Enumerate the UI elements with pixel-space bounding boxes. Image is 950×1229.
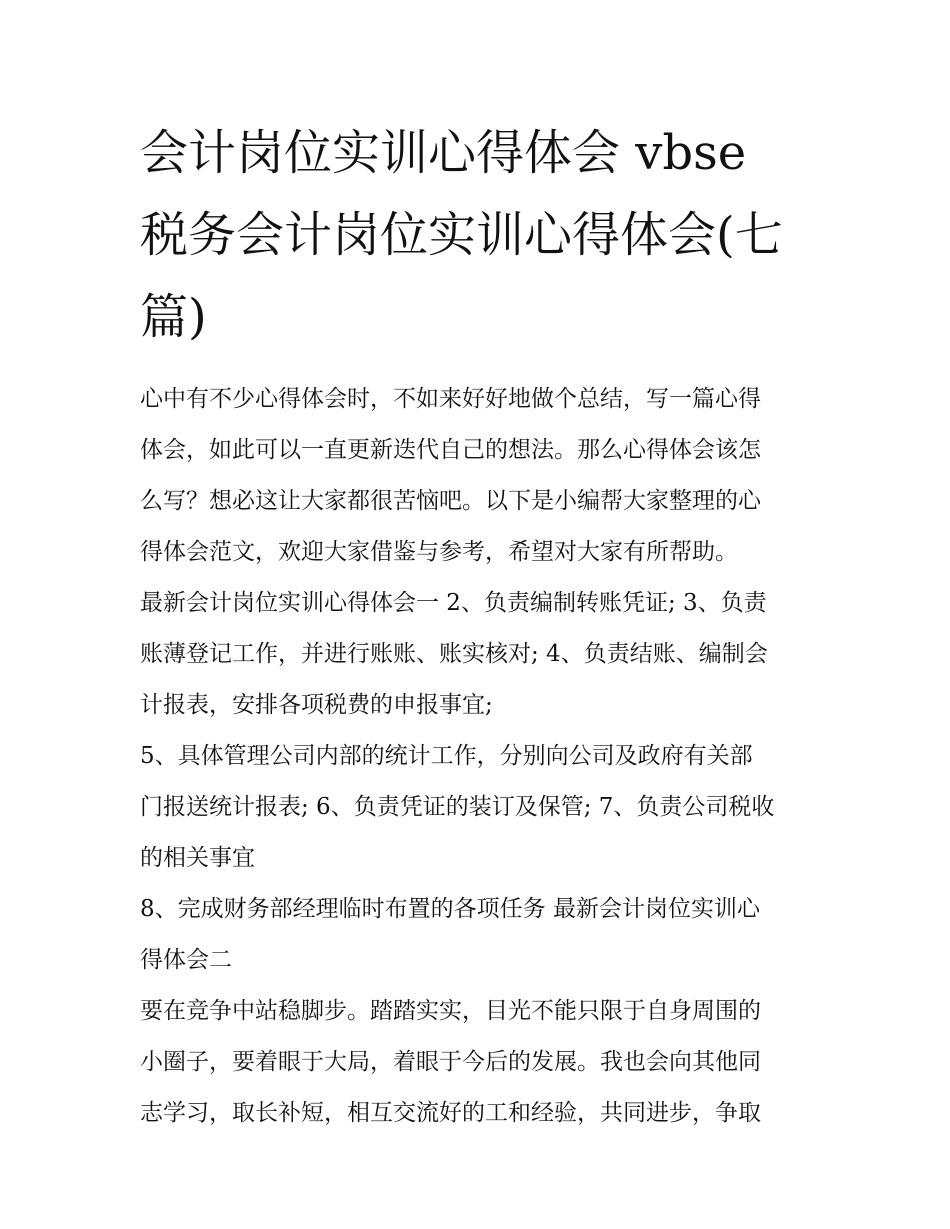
title-line: 税务会计岗位实训心得体会(七 bbox=[140, 207, 783, 263]
paragraph-duties-2 bbox=[140, 731, 812, 884]
title-line: 篇) bbox=[140, 289, 207, 345]
text-line: 最新会计岗位实训心得体会一 2、负责编制转账凭证; 3、负责 bbox=[140, 590, 767, 616]
paragraph-reflection bbox=[140, 986, 812, 1139]
document-body bbox=[140, 374, 812, 1139]
text-line: 小圈子，要着眼于大局，着眼于今后的发展。我也会向其他同 bbox=[140, 1049, 761, 1075]
text-line: 门报送统计报表; 6、负责凭证的装订及保管; 7、负责公司税收 bbox=[140, 794, 775, 820]
paragraph-intro bbox=[140, 374, 812, 578]
document-page bbox=[140, 112, 812, 1139]
paragraph-duties-3 bbox=[140, 884, 812, 986]
title-line: 会计岗位实训心得体会 vbse bbox=[140, 125, 747, 181]
text-line: 5、具体管理公司内部的统计工作，分别向公司及政府有关部 bbox=[140, 743, 753, 769]
text-line: 账薄登记工作，并进行账账、账实核对; 4、负责结账、编制会 bbox=[140, 641, 768, 667]
text-line: 的相关事宜 bbox=[140, 845, 255, 871]
paragraph-duties-1 bbox=[140, 578, 812, 731]
text-line: 心中有不少心得体会时，不如来好好地做个总结，写一篇心得 bbox=[140, 386, 761, 412]
text-line: 体会，如此可以一直更新迭代自己的想法。那么心得体会该怎 bbox=[140, 437, 761, 463]
text-line: 么写？想必这让大家都很苦恼吧。以下是小编帮大家整理的心 bbox=[140, 488, 761, 514]
text-line: 要在竞争中站稳脚步。踏踏实实，目光不能只限于自身周围的 bbox=[140, 998, 761, 1024]
text-line: 得体会范文，欢迎大家借鉴与参考，希望对大家有所帮助。 bbox=[140, 539, 738, 565]
text-line: 志学习，取长补短，相互交流好的工和经验，共同进步，争取 bbox=[140, 1100, 761, 1126]
text-line: 计报表，安排各项税费的申报事宜; bbox=[140, 692, 493, 718]
document-title bbox=[140, 112, 812, 358]
text-line: 8、完成财务部经理临时布置的各项任务 最新会计岗位实训心 bbox=[140, 896, 760, 922]
text-line: 得体会二 bbox=[140, 947, 232, 973]
